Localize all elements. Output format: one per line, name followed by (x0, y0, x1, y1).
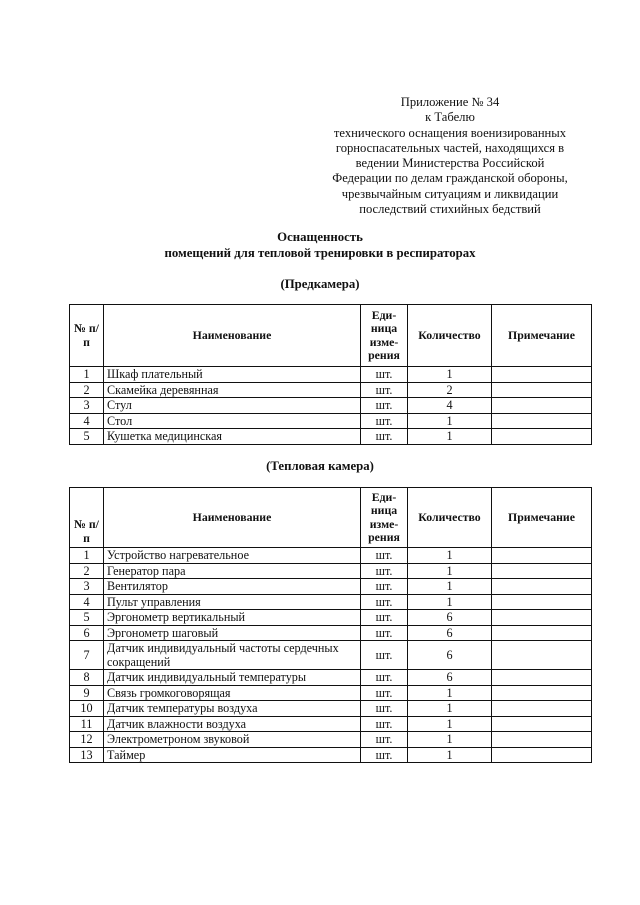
item-quantity: 1 (408, 563, 492, 579)
appendix-line: к Табелю (425, 110, 475, 125)
item-note (492, 732, 592, 748)
section-title-antechamber: (Предкамера) (280, 277, 360, 291)
item-unit: шт. (361, 610, 408, 626)
table-row (70, 747, 592, 763)
antechamber-table (69, 304, 592, 445)
item-name: Датчик влажности воздуха (104, 716, 361, 732)
row-number: 9 (70, 685, 104, 701)
item-name: Устройство нагревательное (104, 548, 361, 564)
item-unit: шт. (361, 563, 408, 579)
table-row (70, 429, 592, 445)
item-name: Эргонометр вертикальный (104, 610, 361, 626)
header-name: Наименование (104, 305, 361, 367)
row-number: 2 (70, 563, 104, 579)
table-row (70, 625, 592, 641)
header-qty: Количество (408, 305, 492, 367)
item-quantity: 4 (408, 398, 492, 414)
table-row (70, 548, 592, 564)
item-unit: шт. (361, 670, 408, 686)
item-name: Кушетка медицинская (104, 429, 361, 445)
item-unit: шт. (361, 429, 408, 445)
item-unit: шт. (361, 685, 408, 701)
header-num: № п/п (70, 305, 104, 367)
item-unit: шт. (361, 701, 408, 717)
document-subtitle: помещений для тепловой тренировки в респираторах (164, 246, 476, 260)
item-unit: шт. (361, 716, 408, 732)
item-name: Генератор пара (104, 563, 361, 579)
item-unit: шт. (361, 398, 408, 414)
row-number: 8 (70, 670, 104, 686)
header-name: Наименование (104, 488, 361, 548)
appendix-reference (300, 95, 600, 217)
item-quantity: 6 (408, 625, 492, 641)
appendix-line: чрезвычайным ситуациям и ликвидации (341, 186, 559, 201)
item-note (492, 685, 592, 701)
item-quantity: 2 (408, 382, 492, 398)
item-note (492, 610, 592, 626)
table-row (70, 701, 592, 717)
appendix-line: Приложение № 34 (400, 95, 500, 109)
item-name: Стол (104, 413, 361, 429)
document-title: Оснащенность (277, 230, 363, 244)
item-unit: шт. (361, 641, 408, 670)
item-name: Таймер (104, 747, 361, 763)
appendix-line: горноспасательных частей, находящихся в (335, 140, 565, 155)
item-name: Вентилятор (104, 579, 361, 595)
item-note (492, 413, 592, 429)
item-quantity: 1 (408, 701, 492, 717)
item-note (492, 398, 592, 414)
item-name: Датчик температуры воздуха (104, 701, 361, 717)
header-note: Примечание (492, 488, 592, 548)
item-quantity: 1 (408, 548, 492, 564)
item-note (492, 429, 592, 445)
item-unit: шт. (361, 732, 408, 748)
item-unit: шт. (361, 594, 408, 610)
item-name: Датчик индивидуальный частоты сердечных сокращений (104, 641, 361, 670)
item-unit: шт. (361, 413, 408, 429)
item-quantity: 1 (408, 594, 492, 610)
appendix-line: Федерации по делам гражданской обороны, (332, 171, 568, 186)
table-row (70, 641, 592, 670)
item-quantity: 1 (408, 716, 492, 732)
table-row (70, 413, 592, 429)
row-number: 11 (70, 716, 104, 732)
item-note (492, 747, 592, 763)
appendix-line: последствий стихийных бедствий (359, 202, 541, 217)
item-unit: шт. (361, 367, 408, 383)
row-number: 12 (70, 732, 104, 748)
table-row (70, 610, 592, 626)
item-name: Скамейка деревянная (104, 382, 361, 398)
row-number: 13 (70, 747, 104, 763)
row-number: 2 (70, 382, 104, 398)
item-unit: шт. (361, 548, 408, 564)
item-name: Связь громкоговорящая (104, 685, 361, 701)
item-quantity: 1 (408, 367, 492, 383)
row-number: 7 (70, 641, 104, 670)
item-quantity: 6 (408, 610, 492, 626)
heat-chamber-table-body (70, 548, 592, 763)
table-row (70, 367, 592, 383)
table-row (70, 382, 592, 398)
item-name: Пульт управления (104, 594, 361, 610)
header-unit: Еди- ница изме- рения (361, 305, 408, 367)
row-number: 1 (70, 548, 104, 564)
section-title-heat-chamber: (Тепловая камера) (266, 459, 374, 473)
item-quantity: 1 (408, 685, 492, 701)
item-quantity: 1 (408, 579, 492, 595)
item-unit: шт. (361, 747, 408, 763)
appendix-line: технического оснащения военизированных (333, 125, 567, 140)
header-qty: Количество (408, 488, 492, 548)
item-note (492, 625, 592, 641)
item-quantity: 6 (408, 641, 492, 670)
item-name: Датчик индивидуальный температуры (104, 670, 361, 686)
item-name: Эргонометр шаговый (104, 625, 361, 641)
item-note (492, 594, 592, 610)
item-name: Шкаф плательный (104, 367, 361, 383)
table-row (70, 398, 592, 414)
header-note: Примечание (492, 305, 592, 367)
item-note (492, 701, 592, 717)
header-unit: Еди- ница изме- рения (361, 488, 408, 548)
item-note (492, 548, 592, 564)
row-number: 5 (70, 610, 104, 626)
item-note (492, 382, 592, 398)
row-number: 4 (70, 413, 104, 429)
row-number: 6 (70, 625, 104, 641)
item-note (492, 579, 592, 595)
row-number: 3 (70, 398, 104, 414)
table-row (70, 716, 592, 732)
item-unit: шт. (361, 625, 408, 641)
header-num: № п/п (70, 488, 104, 548)
item-quantity: 1 (408, 429, 492, 445)
table-row (70, 670, 592, 686)
item-quantity: 1 (408, 747, 492, 763)
table-row (70, 685, 592, 701)
item-quantity: 1 (408, 413, 492, 429)
item-name: Электрометроном звуковой (104, 732, 361, 748)
row-number: 5 (70, 429, 104, 445)
row-number: 10 (70, 701, 104, 717)
row-number: 1 (70, 367, 104, 383)
item-note (492, 716, 592, 732)
heat-chamber-table (69, 487, 592, 763)
row-number: 4 (70, 594, 104, 610)
item-name: Стул (104, 398, 361, 414)
item-note (492, 670, 592, 686)
item-quantity: 6 (408, 670, 492, 686)
table-row (70, 563, 592, 579)
table-row (70, 579, 592, 595)
row-number: 3 (70, 579, 104, 595)
item-quantity: 1 (408, 732, 492, 748)
antechamber-table-body (70, 367, 592, 445)
item-note (492, 641, 592, 670)
item-unit: шт. (361, 382, 408, 398)
item-note (492, 367, 592, 383)
item-note (492, 563, 592, 579)
table-row (70, 732, 592, 748)
item-unit: шт. (361, 579, 408, 595)
appendix-line: ведении Министерства Российской (355, 156, 545, 171)
table-row (70, 594, 592, 610)
